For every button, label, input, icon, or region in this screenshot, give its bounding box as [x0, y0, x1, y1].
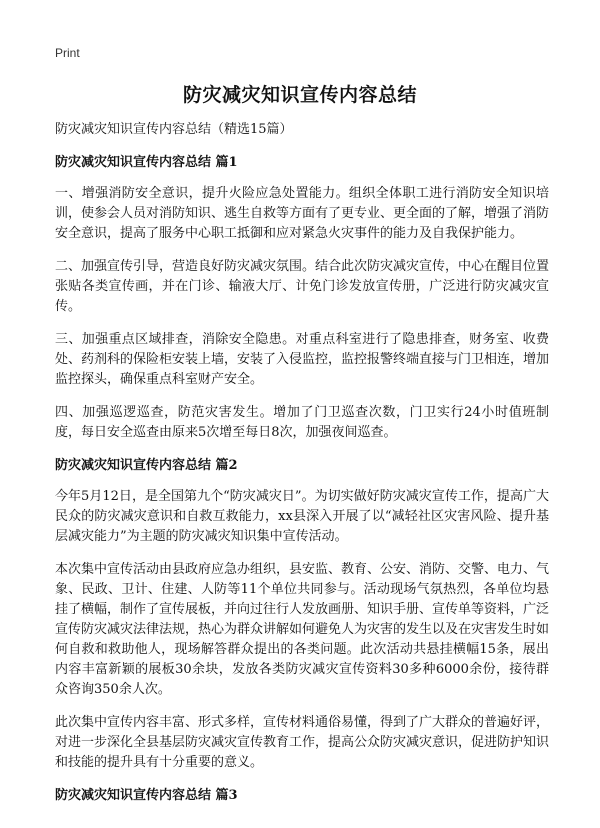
document-body — [55, 120, 549, 817]
paragraph: 二、加强宣传引导，营造良好防灾减灾氛围。结合此次防灾减灾宣传，中心在醒目位置张贴各类宣传画，并在门诊、输液大厅、计免门诊发放宣传册，广泛进行防灾减灾宣传。 — [55, 259, 550, 314]
print-link[interactable]: Print — [55, 46, 80, 60]
paragraph: 此次集中宣传内容丰富、形式多样，宣传材料通俗易懂，得到了广大群众的普遍好评，对进一步深化全县基层防灾减灾宣传教育工作，提高公众防灾减灾意识，促进防护知识和技能的提升具有十分重要的意义。 — [55, 715, 550, 770]
paragraph: 一、增强消防安全意识，提升火险应急处置能力。组织全体职工进行消防安全知识培训，使参会人员对消防知识、逃生自救等方面有了更专业、更全面的了解，增强了消防安全意识，提高了服务中心职工抵御和应对紧急火灾事件的能力及自我保护能力。 — [55, 186, 550, 241]
paragraph: 三、加强重点区域排查，消除安全隐患。对重点科室进行了隐患排查，财务室、收费处、药剂科的保险柜安装上墙，安装了入侵监控，监控报警终端直接与门卫相连，增加监控探头，确保重点科室财产安全。 — [55, 332, 550, 387]
section-heading-3: 防灾减灾知识宣传内容总结 篇3 — [55, 788, 238, 803]
document-subtitle: 防灾减灾知识宣传内容总结（精选15篇） — [55, 122, 293, 137]
paragraph: 本次集中宣传活动由县政府应急办组织，县安监、教育、公安、消防、交警、电力、气象、民政、卫计、住建、人防等11个单位共同参与。活动现场气氛热烈，各单位均悬挂了横幅，制作了宣传展板，并向过往行人发放画册、知识手册、宣传单等资料，广泛宣传防灾减灾法律法规，热心为群众讲解如何避免人为灾害的发生以及在灾害发生时如何自救和救助他人，现场解答群众提出的各类问题。此次活动共悬挂横幅15条，展出内容丰富新颖的展板30余块，发放各类防灾减灾宣传资料30多种6000余份，接待群众咨询350余人次。 — [55, 562, 550, 697]
paragraph: 今年5月12日，是全国第九个“防灾减灾日”。为切实做好防灾减灾宣传工作，提高广大民众的防灾减灾意识和自救互救能力，xx县深入开展了以“减轻社区灾害风险、提升基层减灾能力”为主题的防灾减灾知识集中宣传活动。 — [55, 489, 549, 544]
section-heading-2: 防灾减灾知识宣传内容总结 篇2 — [55, 458, 238, 473]
paragraph: 四、加强巡逻巡查，防范灾害发生。增加了门卫巡查次数，门卫实行24小时值班制度，每日安全巡查由原来5次增至每日8次，加强夜间巡查。 — [55, 405, 549, 440]
page-title: 防灾减灾知识宣传内容总结 — [182, 84, 417, 106]
section-heading-1: 防灾减灾知识宣传内容总结 篇1 — [55, 155, 238, 170]
